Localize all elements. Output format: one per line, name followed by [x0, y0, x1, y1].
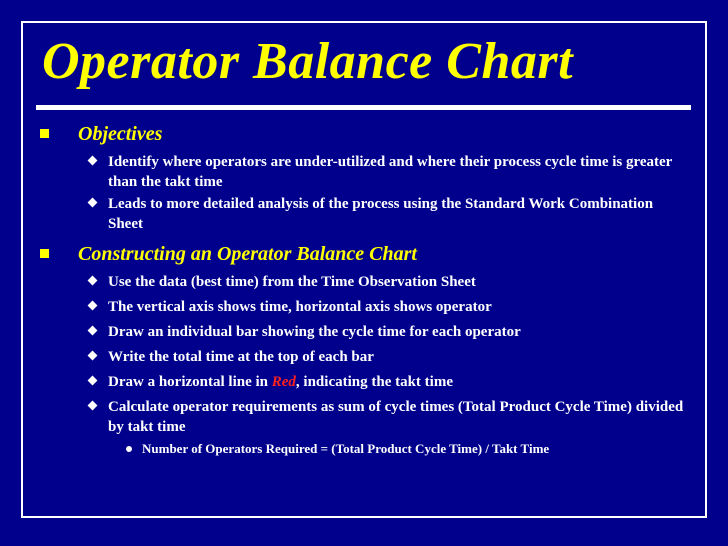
list-item-text: Identify where operators are under-utilized and where their process cycle time is greater than the takt time [108, 154, 673, 190]
sub-list-item [142, 440, 702, 458]
list-item [108, 372, 688, 392]
list-item [108, 194, 688, 234]
slide-title: Operator Balance Chart [42, 33, 574, 90]
sub-list-item-text: Number of Operators Required = (Total Product Cycle Time) / Takt Time [142, 441, 550, 456]
list-item-text: Leads to more detailed analysis of the process using the Standard Work Combination Sheet [108, 196, 654, 232]
list-item [108, 152, 688, 192]
list-item [108, 397, 688, 437]
list-item-text: Draw an individual bar showing the cycle time for each operator [108, 324, 521, 340]
square-bullet-icon [40, 249, 49, 258]
square-bullet-icon [40, 129, 49, 138]
list-item [108, 322, 688, 342]
list-item-text-before: Draw a horizontal line in [108, 374, 272, 390]
list-item [108, 272, 688, 292]
section-heading-label: Objectives [78, 123, 163, 145]
section-heading-label: Constructing an Operator Balance Chart [78, 243, 417, 265]
list-item-text: Calculate operator requirements as sum of cycle times (Total Product Cycle Time) divided by takt time [108, 399, 684, 435]
list-item [108, 347, 688, 367]
highlight-red-text: Red [271, 374, 296, 390]
list-item-text: Use the data (best time) from the Time Observation Sheet [108, 274, 476, 290]
list-item-text: Write the total time at the top of each bar [108, 349, 374, 365]
list-item [108, 297, 688, 317]
title-underline [36, 105, 691, 110]
list-item-text: The vertical axis shows time, horizontal axis shows operator [108, 299, 492, 315]
list-item-text-after: , indicating the takt time [295, 374, 453, 390]
dot-bullet-icon [126, 446, 132, 452]
